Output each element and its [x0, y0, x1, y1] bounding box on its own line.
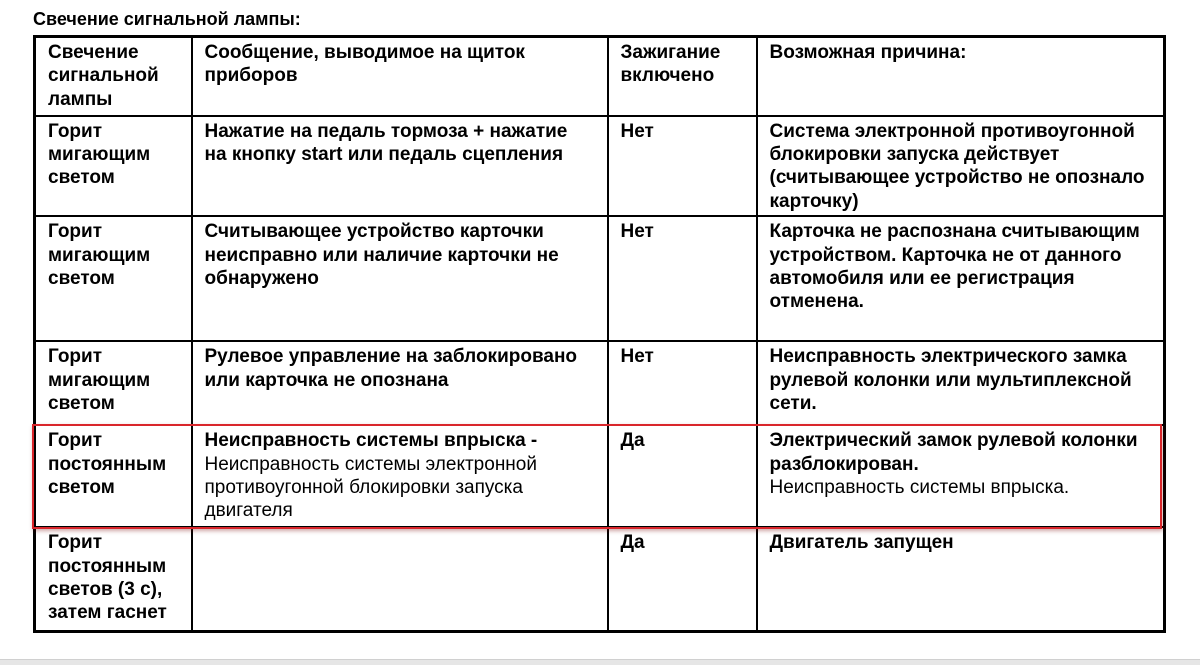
cause-extra-text: Неисправность системы впрыска.	[769, 476, 1070, 498]
cell-ignition: Нет	[608, 341, 757, 425]
cause-text: Электрический замок рулевой колонки разблокирован.	[769, 430, 1138, 475]
cell-message	[192, 216, 608, 341]
header-cause: Возможная причина:	[757, 37, 1165, 116]
cell-message	[192, 341, 608, 425]
message-text: Неисправность системы впрыска -	[204, 430, 538, 452]
cell-glow: Горит мигающим светом	[35, 341, 192, 425]
cell-cause: Система электронной противоугонной блокировки запуска действует (считывающее устройство не опознало карточку)	[757, 116, 1165, 217]
cell-cause: Карточка не распознана считывающим устройством. Карточка не от данного автомобиля или ее регистрация отменена.	[757, 216, 1165, 341]
table-caption: Свечение сигнальной лампы:	[33, 9, 301, 29]
cell-cause: Неисправность электрического замка рулевой колонки или мультиплексной сети.	[757, 341, 1165, 425]
header-glow: Свечение сигнальной лампы	[35, 37, 192, 116]
message-text: Нажатие на педаль тормоза + нажатие на кнопку start или педаль сцепления	[204, 120, 568, 165]
table-row	[35, 116, 1165, 217]
bottom-divider	[0, 659, 1200, 665]
message-extra-text: Неисправность системы электронной противоугонной блокировки запуска двигателя	[204, 453, 537, 522]
cell-cause	[757, 425, 1165, 527]
table-row-highlighted	[35, 425, 1165, 527]
cell-glow: Горит постоянным светом	[35, 425, 192, 527]
cell-ignition: Нет	[608, 216, 757, 341]
cell-ignition: Да	[608, 425, 757, 527]
cell-glow: Горит мигающим светом	[35, 216, 192, 341]
cell-ignition: Да	[608, 527, 757, 631]
cell-glow: Горит постоянным светов (3 с), затем гаснет	[35, 527, 192, 631]
message-text: Рулевое управление на заблокировано или карточка не опознана	[204, 346, 578, 391]
cell-ignition: Нет	[608, 116, 757, 217]
header-message: Сообщение, выводимое на щиток приборов	[192, 37, 608, 116]
table-row	[35, 216, 1165, 341]
warning-lamp-table	[33, 35, 1166, 633]
cell-glow: Горит мигающим светом	[35, 116, 192, 217]
cell-message	[192, 116, 608, 217]
table-header-row	[35, 37, 1165, 116]
header-ignition: Зажигание включено	[608, 37, 757, 116]
cell-message	[192, 425, 608, 527]
table-row	[35, 527, 1165, 631]
cell-cause: Двигатель запущен	[757, 527, 1165, 631]
table-row	[35, 341, 1165, 425]
cell-message	[192, 527, 608, 631]
message-text: Считывающее устройство карточки неисправно или наличие карточки не обнаружено	[204, 221, 559, 289]
